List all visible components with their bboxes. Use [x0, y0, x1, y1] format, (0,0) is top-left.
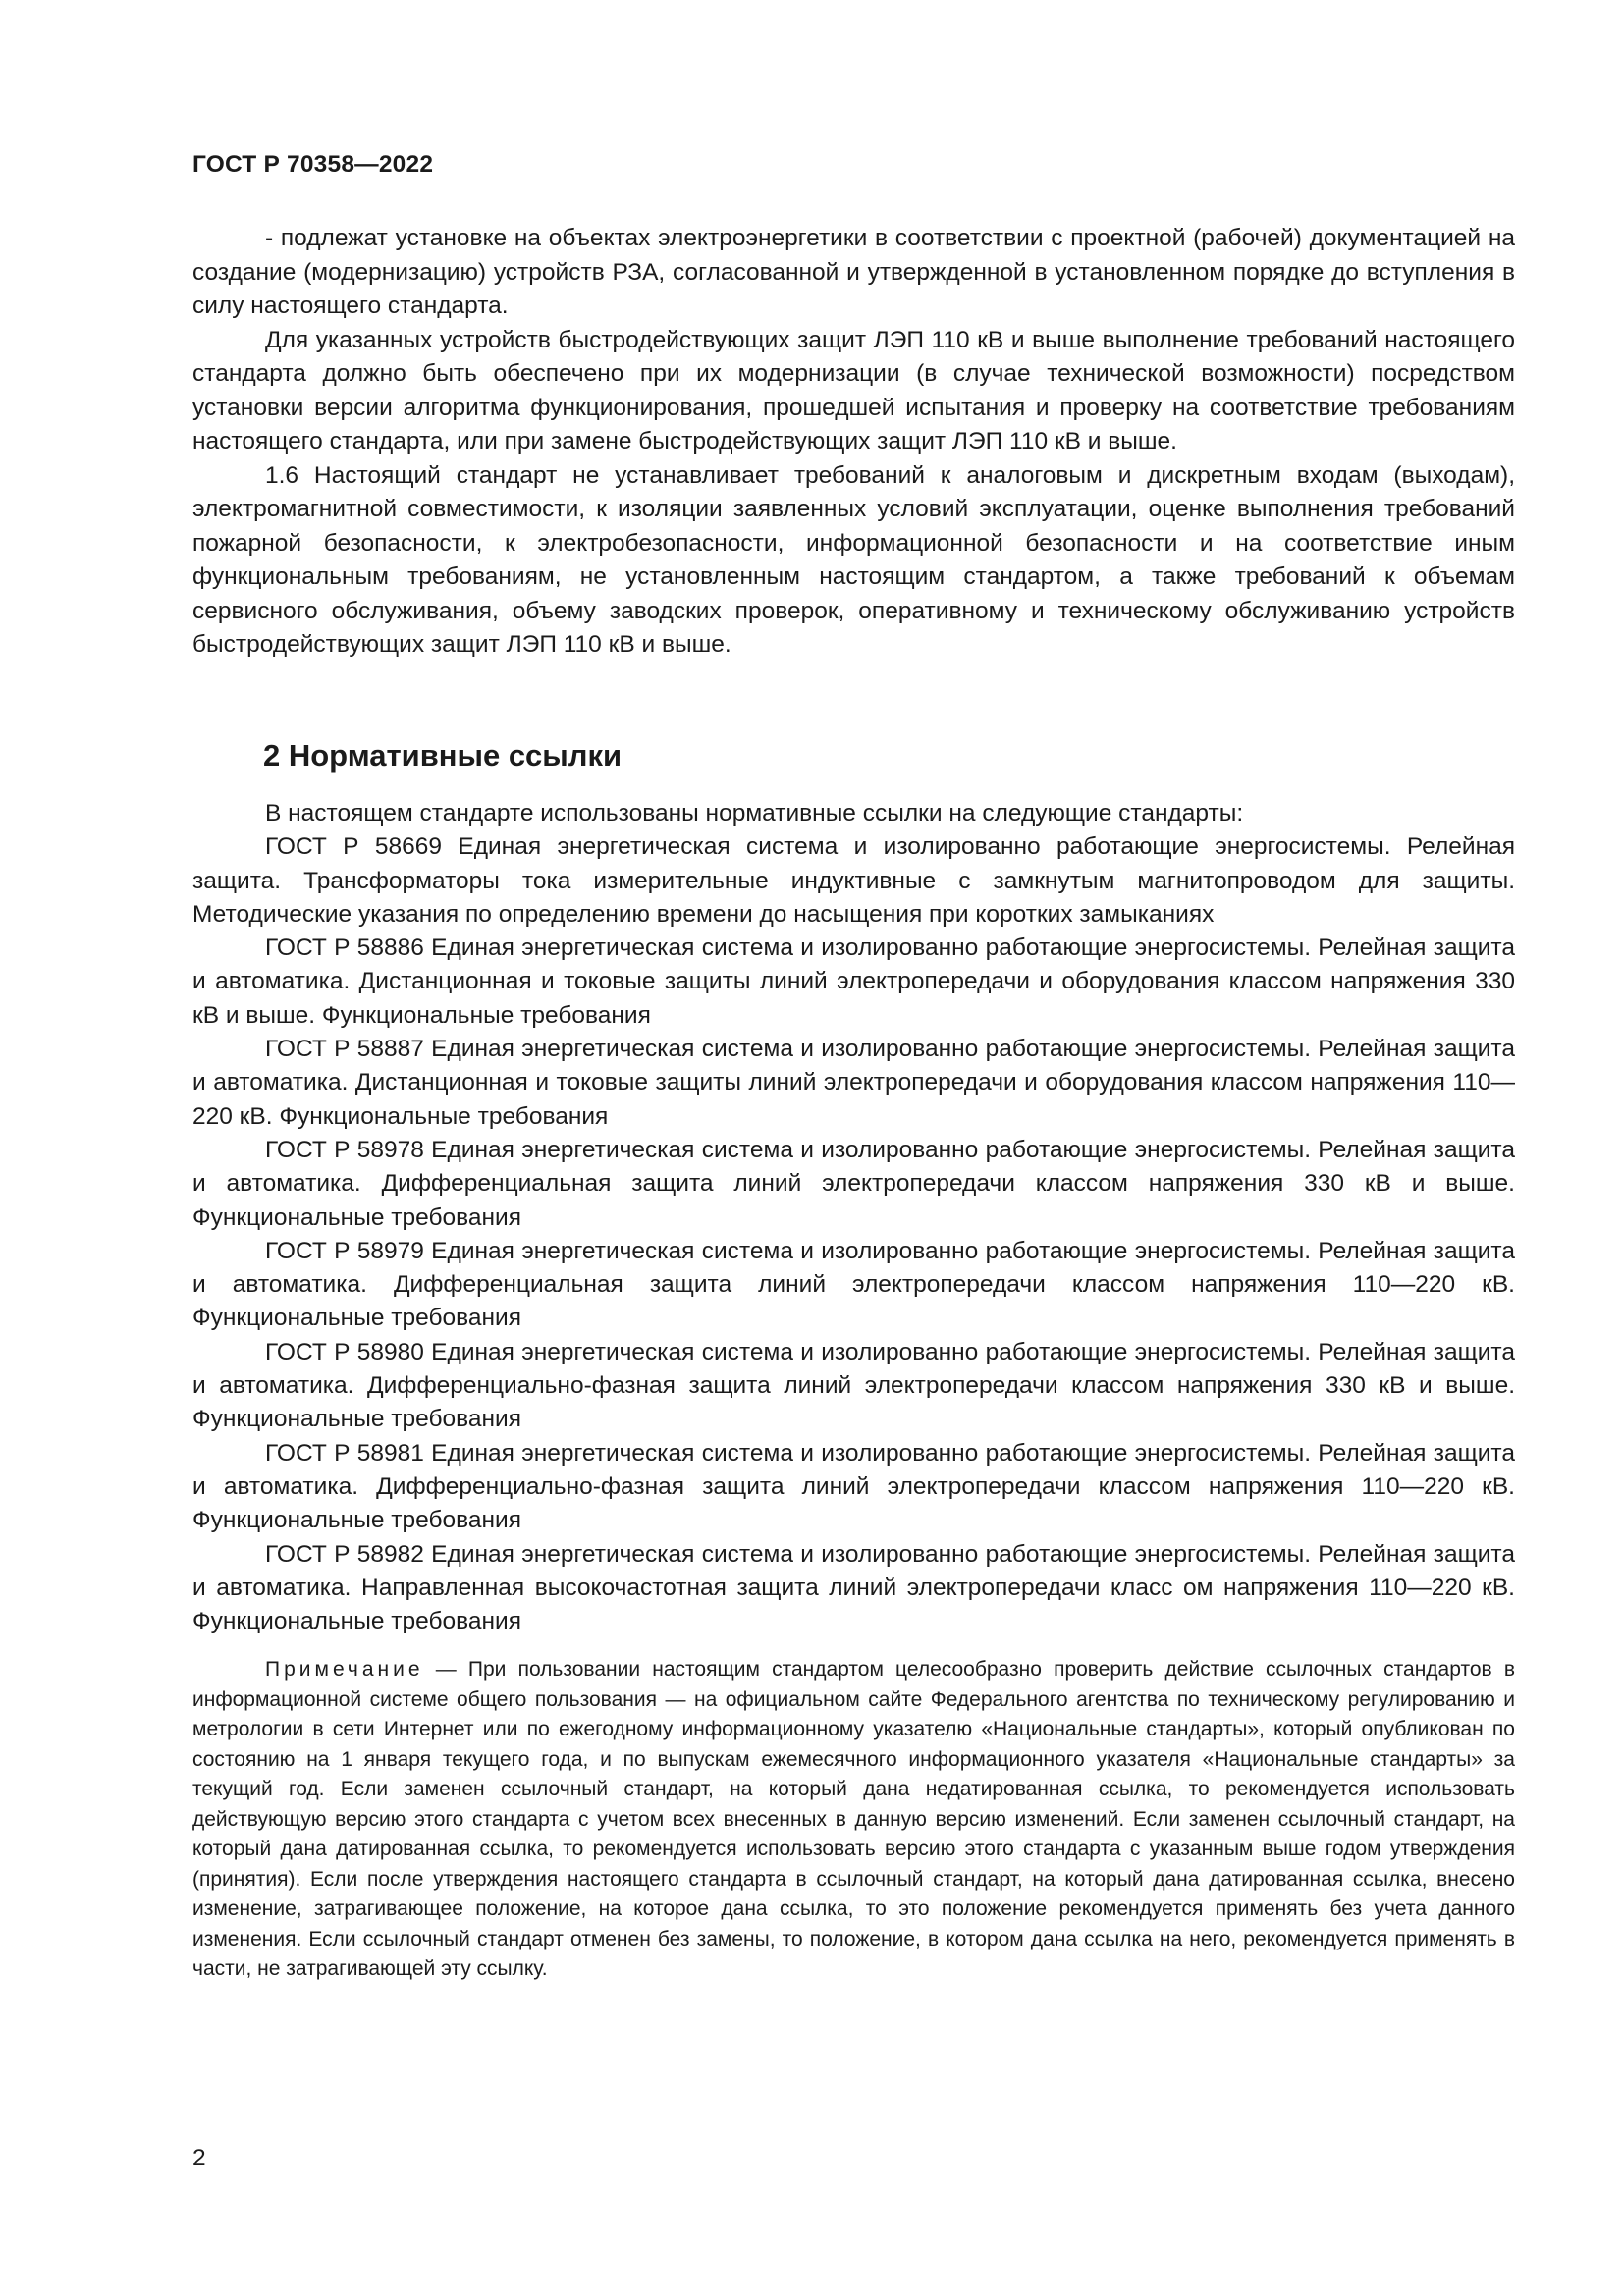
reference-item: ГОСТ Р 58980 Единая энергетическая система и изолированно работающие энергосистемы. Релейная защита и автоматика. Дифференциально-фазная защита линий электропередачи классом напряжения 330 кВ и выше. Функциональные требования — [192, 1338, 1515, 1433]
document-header-title: ГОСТ Р 70358—2022 — [192, 151, 434, 178]
intro-text — [192, 222, 1515, 663]
note-label: Примечание — [265, 1658, 424, 1681]
note-text: — При пользовании настоящим стандартом целесообразно проверить действие ссылочных стандартов в информационной системе общего пользования — на официальном сайте Федерального агентства по техническому регулированию и метрологии в сети Интернет или по ежегодному информационному указателю «Национальные стандарты», который опубликован по состоянию на 1 января текущего года, и по выпускам ежемесячного информационного указателя «Национальные стандарты» за текущий год. Если заменен ссылочный стандарт, на который дана недатированная ссылка, то рекомендуется использовать действующую версию этого стандарта с учетом всех внесенных в данную версию изменений. Если заменен ссылочный стандарт, на который дана датированная ссылка, то рекомендуется использовать версию этого стандарта с указанным выше годом утверждения (принятия). Если после утверждения настоящего стандарта в ссылочный стандарт, на который дана датированная ссылка, внесено изменение, затрагивающее положение, на которое дана ссылка, то это положение рекомендуется применять без учета данного изменения. Если ссылочный стандарт отменен без замены, то положение, в котором дана ссылка на него, рекомендуется применять в части, не затрагивающей эту ссылку. — [192, 1658, 1515, 1980]
reference-item: ГОСТ Р 58981 Единая энергетическая система и изолированно работающие энергосистемы. Релейная защита и автоматика. Дифференциально-фазная защита линий электропередачи классом напряжения 110—220 кВ. Функциональные требования — [192, 1439, 1515, 1534]
note-paragraph — [192, 1655, 1515, 1985]
reference-item: ГОСТ Р 58982 Единая энергетическая система и изолированно работающие энергосистемы. Релейная защита и автоматика. Направленная высокочастотная защита линий электропередачи класс ом напряжения 110—220 кВ. Функциональные требования — [192, 1540, 1515, 1635]
intro-paragraph: - подлежат установке на объектах электроэнергетики в соответствии с проектной (рабочей) документацией на создание (модернизацию) устройств РЗА, согласованной и утвержденной в установленном порядке до вступления в силу настоящего стандарта. — [192, 225, 1515, 319]
section-title: 2 Нормативные ссылки — [263, 738, 623, 773]
reference-item: ГОСТ Р 58887 Единая энергетическая система и изолированно работающие энергосистемы. Релейная защита и автоматика. Дистанционная и токовые защиты линий электропередачи и оборудования классом напряжения 110—220 кВ. Функциональные требования — [192, 1036, 1515, 1130]
note — [192, 1655, 1515, 1985]
references-lead: В настоящем стандарте использованы нормативные ссылки на следующие стандарты: — [265, 800, 1244, 827]
reference-item: ГОСТ Р 58669 Единая энергетическая система и изолированно работающие энергосистемы. Релейная защита. Трансформаторы тока измерительные индуктивные с замкнутым магнитопроводом для защиты. Методические указания по определению времени до насыщения при коротких замыканиях — [192, 833, 1515, 928]
intro-paragraph: 1.6 Настоящий стандарт не устанавливает требований к аналоговым и дискретным входам (выходам), электромагнитной совместимости, к изоляции заявленных условий эксплуатации, оценке выполнения требований пожарной безопасности, к электробезопасности, информационной безопасности и на соответствие иным функциональным требованиям, не установленным настоящим стандартом, а также требований к объемам сервисного обслуживания, объему заводских проверок, оперативному и техническому обслуживанию устройств быстродействующих защит ЛЭП 110 кВ и выше. — [192, 461, 1515, 658]
intro-paragraph: Для указанных устройств быстродействующих защит ЛЭП 110 кВ и выше выполнение требований настоящего стандарта должно быть обеспечено при их модернизации (в случае технической возможности) посредством установки версии алгоритма функционирования, прошедшей испытания и проверку на соответствие требованиям настоящего стандарта, или при замене быстродействующих защит ЛЭП 110 кВ и выше. — [192, 326, 1515, 454]
page-number: 2 — [192, 2145, 206, 2171]
references-list — [192, 797, 1515, 1638]
reference-item: ГОСТ Р 58886 Единая энергетическая система и изолированно работающие энергосистемы. Релейная защита и автоматика. Дистанционная и токовые защиты линий электропередачи и оборудования классом напряжения 330 кВ и выше. Функциональные требования — [192, 934, 1515, 1029]
reference-item: ГОСТ Р 58979 Единая энергетическая система и изолированно работающие энергосистемы. Релейная защита и автоматика. Дифференциальная защита линий электропередачи классом напряжения 110—220 кВ. Функциональные требования — [192, 1237, 1515, 1332]
reference-item: ГОСТ Р 58978 Единая энергетическая система и изолированно работающие энергосистемы. Релейная защита и автоматика. Дифференциальная защита линий электропередачи классом напряжения 330 кВ и выше. Функциональные требования — [192, 1136, 1515, 1231]
